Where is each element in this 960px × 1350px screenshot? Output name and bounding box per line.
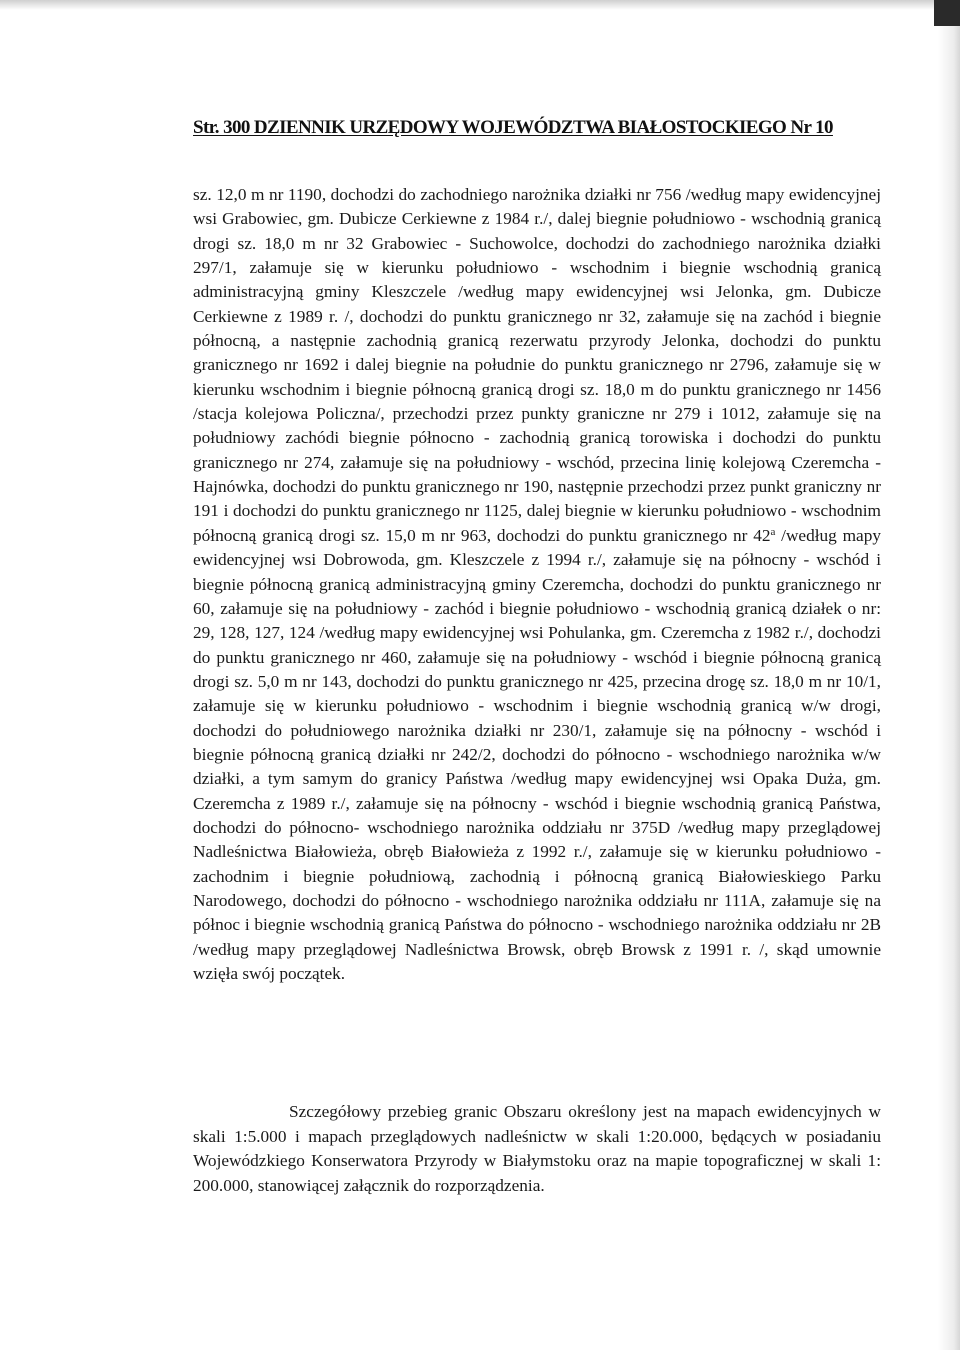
body-text-part-1: sz. 12,0 m nr 1190, dochodzi do zachodniego narożnika działki nr 756 /według mapy ewidencyjnej wsi Grabowiec, gm. Dubicze Cerkiewne z 1984 r./, dalej biegnie południowo - wschodnią granicą drogi sz. 18,0 m nr 32 Grabowiec - Suchowolce, dochodzi do zachodniego narożnika działki 297/1, załamuje się w kierunku południowo - wschodnim i biegnie wschodnią granicą administracyjną gminy Kleszczele /według mapy ewidencyjnej wsi Jelonka, gm. Dubicze Cerkiewne z 1989 r. /, dochodzi do punktu granicznego nr 32, załamuje się na zachód i biegnie północną, a następnie zachodnią granicą rezerwatu przyrody Jelonka, dochodzi do punktu granicznego nr 1692 i dalej biegnie na południe do punktu granicznego nr 2796, załamuje się w kierunku wschodnim i biegnie północną granicą drogi sz. 18,0 m do punktu granicznego nr 1456 /stacja kolejowa Policzna/, przechodzi przez punkty graniczne nr 279 i 1012, załamuje się na południowy zachódi biegnie północno - zachodnią granicą torowiska i dochodzi do punktu granicznego nr 274, załamuje się na południowy - wschód, przecina linię kolejową Czeremcha - Hajnówka, dochodzi do punktu granicznego nr 190, następnie przechodzi przez punkt graniczny nr 191 i dochodzi do punktu granicznego nr 1125, dalej biegnie w kierunku południowo - wschodnim północną granicą drogi sz. 15,0 m nr 963, dochodzi do punktu granicznego nr 42 bbox=[193, 185, 881, 545]
scan-edge-top bbox=[0, 0, 960, 10]
page-header: Str. 300 DZIENNIK URZĘDOWY WOJEWÓDZTWA BIAŁOSTOCKIEGO Nr 10 bbox=[193, 117, 833, 138]
body-text-part-2: /według mapy ewidencyjnej wsi Dobrowoda, gm. Kleszczele z 1994 r./, załamuje się na północny - wschód i biegnie północną granicą administracyjną gminy Czeremcha, dochodzi do punktu granicznego nr 60, załamuje się na południowy - zachód i biegnie południowo - wschodnią granicą działek o nr: 29, 128, 127, 124 /według mapy ewidencyjnej wsi Pohulanka, gm. Czeremcha z 1982 r./, dochodzi do punktu granicznego nr 460, załamuje się na południowy - wschód i biegnie północną granicą drogi sz. 5,0 m nr 143, dochodzi do punktu granicznego nr 425, przecina drogę sz. 18,0 m nr 10/1, załamuje się w kierunku południowo - wschodnim i biegnie wschodnią granicą w/w drogi, dochodzi do południowego narożnika działki nr 230/1, załamuje się na północny - wschód i biegnie północną granicą działki nr 242/2, dochodzi do północno - wschodniego narożnika w/w działki, a tym samym do granicy Państwa /według mapy ewidencyjnej wsi Opaka Duża, gm. Czeremcha z 1989 r./, załamuje się na północny - wschód i biegnie wschodnią granicą Państwa, dochodzi do północno- wschodniego narożnika oddziału nr 375D /według mapy przeglądowej Nadleśnictwa Białowieża, obręb Białowieża z 1992 r./, załamuje się w kierunku południowo - zachodnim i biegnie południową, zachodnią i północną granicą Białowieskiego Parku Narodowego, dochodzi do północno - wschodniego narożnika oddziału nr 111A, załamuje się na północ i biegnie wschodnią granicą Państwa do północno - wschodniego narożnika oddziału nr 2B /według mapy przeglądowej Nadleśnictwa Browsk, obręb Browsk z 1991 r. /, skąd umownie wzięła swój początek. bbox=[193, 525, 881, 983]
closing-paragraph: Szczegółowy przebieg granic Obszaru określony jest na mapach ewidencyjnych w skali 1:5.000 i mapach przeglądowych nadleśnictw w skali 1:20.000, będących w posiadaniu Wojewódzkiego Konserwatora Przyrody w Białymstoku oraz na mapie topograficznej w skali 1: 200.000, stanowiącej załącznik do rozporządzenia. bbox=[193, 1102, 881, 1195]
superscript-a: a bbox=[770, 525, 776, 538]
scan-corner-mark bbox=[934, 0, 960, 26]
scan-edge-right bbox=[938, 0, 960, 1350]
body-paragraph bbox=[193, 183, 881, 986]
